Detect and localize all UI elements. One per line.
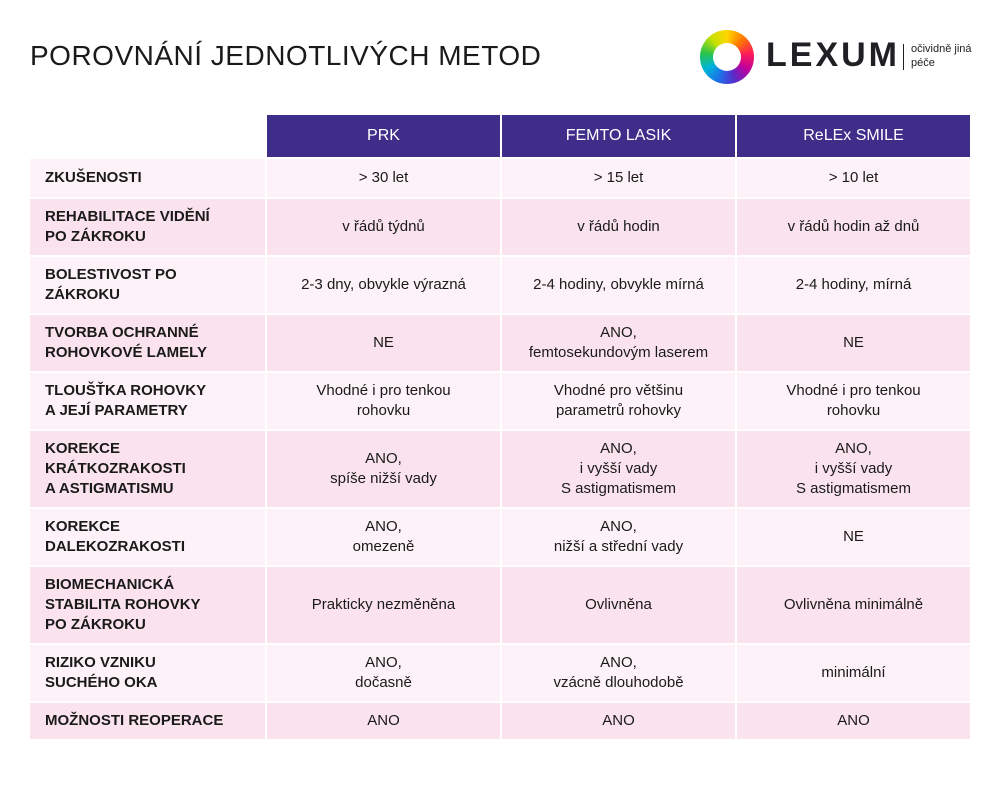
lexum-logo — [700, 28, 980, 86]
header-relex-smile: ReLEx SMILE — [735, 115, 970, 157]
table-row — [30, 565, 970, 643]
row-label: TLOUŠŤKA ROHOVKY A JEJÍ PARAMETRY — [30, 371, 265, 429]
table-cell: NE — [265, 313, 500, 371]
logo-divider — [903, 44, 904, 70]
row-label: BIOMECHANICKÁ STABILITA ROHOVKY PO ZÁKROKU — [30, 565, 265, 643]
table-row — [30, 197, 970, 255]
table-cell: Vhodné pro většinu parametrů rohovky — [500, 371, 735, 429]
table-cell: ANO, nižší a střední vady — [500, 507, 735, 565]
table-row — [30, 643, 970, 701]
table-cell: v řádů hodin až dnů — [735, 197, 970, 255]
table-cell: 2-3 dny, obvykle výrazná — [265, 255, 500, 313]
table-row — [30, 255, 970, 313]
table-cell: NE — [735, 313, 970, 371]
table-cell: ANO — [735, 701, 970, 739]
header-blank-cell — [30, 115, 265, 157]
table-cell: Ovlivněna minimálně — [735, 565, 970, 643]
row-label: KOREKCE DALEKOZRAKOSTI — [30, 507, 265, 565]
row-label: MOŽNOSTI REOPERACE — [30, 701, 265, 739]
table-row — [30, 701, 970, 739]
header-prk: PRK — [265, 115, 500, 157]
table-cell: > 10 let — [735, 157, 970, 197]
row-label: KOREKCE KRÁTKOZRAKOSTI A ASTIGMATISMU — [30, 429, 265, 507]
table-cell: ANO — [500, 701, 735, 739]
table-cell: v řádů týdnů — [265, 197, 500, 255]
rainbow-ring-icon — [700, 30, 754, 84]
table-cell: ANO, spíše nižší vady — [265, 429, 500, 507]
page-title: POROVNÁNÍ JEDNOTLIVÝCH METOD — [30, 40, 542, 71]
table-cell: ANO, dočasně — [265, 643, 500, 701]
table-cell: ANO, femtosekundovým laserem — [500, 313, 735, 371]
comparison-table — [30, 115, 970, 739]
table-cell: > 30 let — [265, 157, 500, 197]
logo-tagline: očividně jiná péče — [911, 43, 972, 69]
row-label: ZKUŠENOSTI — [30, 157, 265, 197]
header-femto-lasik: FEMTO LASIK — [500, 115, 735, 157]
table-cell: ANO — [265, 701, 500, 739]
table-row — [30, 157, 970, 197]
table-row — [30, 371, 970, 429]
table-cell: Vhodné i pro tenkou rohovku — [265, 371, 500, 429]
table-cell: Ovlivněna — [500, 565, 735, 643]
table-cell: ANO, i vyšší vady S astigmatismem — [735, 429, 970, 507]
row-label: REHABILITACE VIDĚNÍ PO ZÁKROKU — [30, 197, 265, 255]
table-header-row — [30, 115, 970, 157]
table-row — [30, 507, 970, 565]
table-cell: Prakticky nezměněna — [265, 565, 500, 643]
table-cell: minimální — [735, 643, 970, 701]
table-cell: v řádů hodin — [500, 197, 735, 255]
table-cell: > 15 let — [500, 157, 735, 197]
table-row — [30, 313, 970, 371]
row-label: BOLESTIVOST PO ZÁKROKU — [30, 255, 265, 313]
table-cell: ANO, omezeně — [265, 507, 500, 565]
table-cell: Vhodné i pro tenkou rohovku — [735, 371, 970, 429]
table-cell: 2-4 hodiny, obvykle mírná — [500, 255, 735, 313]
row-label: TVORBA OCHRANNÉ ROHOVKOVÉ LAMELY — [30, 313, 265, 371]
logo-wordmark: LEXUM — [766, 36, 900, 74]
table-cell: 2-4 hodiny, mírná — [735, 255, 970, 313]
table-cell: ANO, vzácně dlouhodobě — [500, 643, 735, 701]
table-cell: ANO, i vyšší vady S astigmatismem — [500, 429, 735, 507]
table-row — [30, 429, 970, 507]
row-label: RIZIKO VZNIKU SUCHÉHO OKA — [30, 643, 265, 701]
table-cell: NE — [735, 507, 970, 565]
